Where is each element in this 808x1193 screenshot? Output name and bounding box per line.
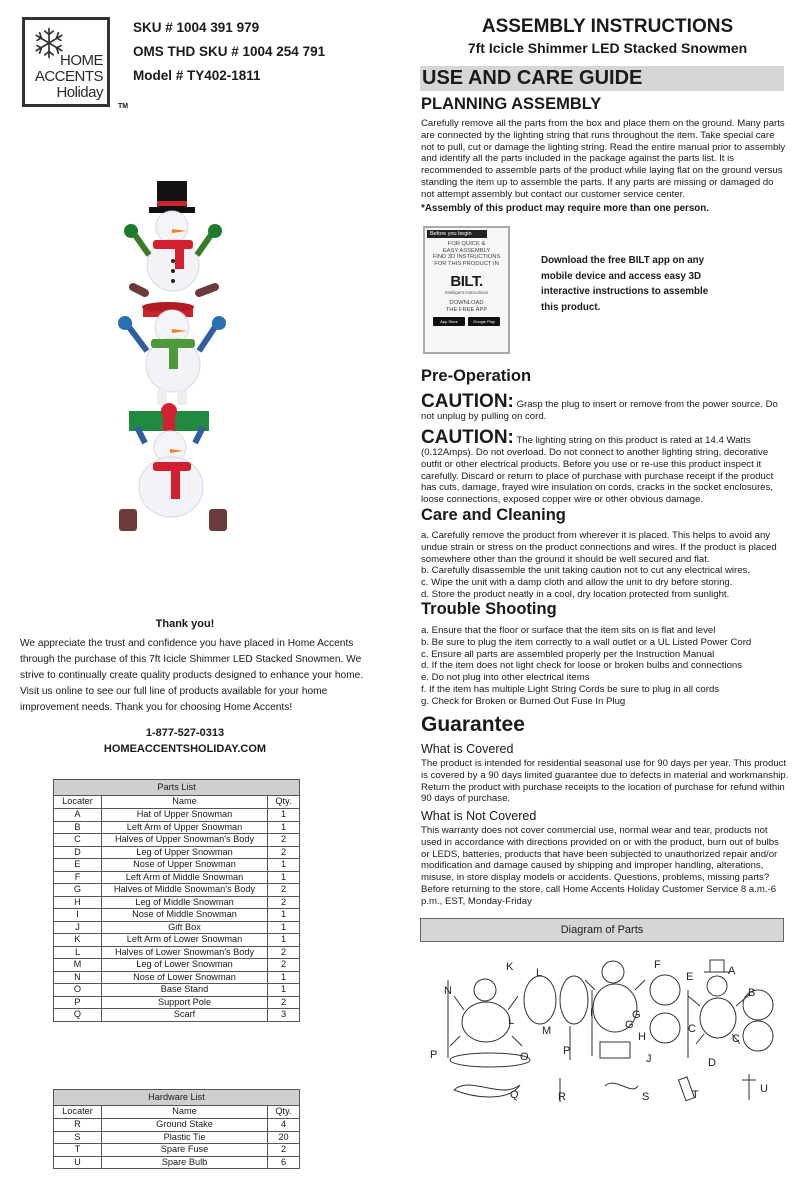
trouble-item: g. Check for Broken or Burned Out Fuse In Plug [421,695,626,707]
cell-qty: 2 [268,896,300,909]
parts-list-table [53,779,300,1022]
cell-qty: 1 [268,934,300,947]
cell-locater: S [54,1131,102,1144]
diagram-label-t: T [692,1089,699,1101]
bilt-app-badge [423,226,510,354]
diagram-label-a: A [728,965,736,977]
cell-name: Base Stand [102,984,268,997]
app-store-badges [427,317,506,326]
diagram-label-k: K [506,961,514,973]
diagram-label-l2: L [508,1015,515,1027]
trademark-mark: TM [118,103,129,110]
table-row [54,971,300,984]
diagram-label-h: H [638,1031,646,1043]
bilt-description: Download the free BILT app on any mobile device and access easy 3D interactive instructions to assemble this product. [541,255,709,313]
table-row [54,934,300,947]
table-row [54,1144,300,1157]
care-step-d: d. Store the product neatly in a cool, dry location protected from sunlight. [421,588,730,600]
assembly-note: *Assembly of this product may require more than one person. [421,203,709,214]
trouble-shooting-list [421,625,789,708]
cell-name: Plastic Tie [102,1131,268,1144]
product-illustration [115,175,265,545]
column-header-qty: Qty. [268,796,300,809]
cell-locater: R [54,1119,102,1132]
diagram-label-q: Q [510,1089,519,1101]
cell-name: Nose of Lower Snowman [102,971,268,984]
table-row [54,1009,300,1022]
cell-qty: 1 [268,921,300,934]
cell-locater: D [54,846,102,859]
cell-qty: 3 [268,1009,300,1022]
cell-locater: A [54,809,102,822]
bilt-tag: Before you begin [427,230,487,238]
bilt-line-2: EASY ASSEMBLY [442,247,491,254]
cell-name: Hat of Upper Snowman [102,809,268,822]
cell-locater: H [54,896,102,909]
trouble-item: f. If the item has multiple Light String Cords be sure to plug in all cords [421,683,720,695]
cell-qty: 2 [268,846,300,859]
diagram-label-g: G [632,1009,641,1021]
cell-qty: 2 [268,884,300,897]
cell-qty: 2 [268,946,300,959]
trouble-item: a. Ensure that the floor or surface that the item sits on is flat and level [421,625,716,636]
cell-qty: 4 [268,1119,300,1132]
cell-locater: U [54,1156,102,1169]
cell-locater: N [54,971,102,984]
app-store-badge[interactable]: App Store [433,317,465,326]
cell-locater: P [54,996,102,1009]
diagram-label-e: E [686,971,694,983]
hardware-list-table [53,1089,300,1169]
care-step-a: a. Carefully remove the product from wherever it is placed. This helps to avoid any undue strain or stress on the product connections and wires. If the product is placed somewhere other than the ground it should be well secured and flat. [421,530,777,565]
cell-name: Left Arm of Lower Snowman [102,934,268,947]
trouble-shooting-heading: Trouble Shooting [421,600,557,618]
cell-qty: 1 [268,821,300,834]
table-row [54,871,300,884]
bilt-line-3: FIND 3D INSTRUCTIONS [432,254,501,260]
cell-qty: 2 [268,1144,300,1157]
cell-locater: F [54,871,102,884]
table-row [54,921,300,934]
table-row [54,1119,300,1132]
bilt-promo [427,241,506,267]
cell-locater: K [54,934,102,947]
diagram-label-s: S [642,1091,650,1103]
what-is-covered-heading: What is Covered [421,742,514,756]
cell-locater: C [54,834,102,847]
cell-qty: 1 [268,971,300,984]
table-row [54,946,300,959]
cell-qty: 1 [268,909,300,922]
cell-name: Left Arm of Middle Snowman [102,871,268,884]
table-row [54,1131,300,1144]
table-row [54,959,300,972]
table-row [54,909,300,922]
parts-diagram [420,950,800,1110]
product-identifiers [133,16,325,88]
table-row [54,859,300,872]
pre-operation-heading: Pre-Operation [421,367,532,385]
care-step-c: c. Wipe the unit with a damp cloth and allow the unit to dry before storing. [421,577,733,589]
cell-locater: T [54,1144,102,1157]
column-header-locater: Locater [54,796,102,809]
cell-locater: L [54,946,102,959]
trouble-item: b. Be sure to plug the item correctly to a wall outlet or a UL Listed Power Cord [421,636,752,648]
customer-phone: 1-877-527-0313 [145,727,225,739]
oms-sku-number: OMS THD SKU # 1004 254 791 [133,44,326,59]
diagram-label-n: N [444,985,452,997]
cell-locater: Q [54,1009,102,1022]
diagram-label-u: U [760,1083,768,1095]
bilt-download-1: DOWNLOAD [449,300,484,306]
cell-qty: 1 [268,809,300,822]
bilt-download [427,300,506,313]
cell-name: Left Arm of Upper Snowman [102,821,268,834]
trouble-item: c. Ensure all parts are assembled properly per the Instruction Manual [421,648,715,660]
trouble-item: d. If the item does not light check for loose or broken bulbs and connections [421,660,743,672]
caution-plug-text: Grasp the plug to insert or remove from the power source. Do not unplug by pulling on cord. [421,399,778,422]
diagram-of-parts-heading: Diagram of Parts [420,918,784,942]
diagram-label-d: D [708,1057,716,1069]
bilt-logo: BILT. [450,273,483,290]
cell-name: Spare Bulb [102,1156,268,1169]
caution-plug [421,392,791,423]
diagram-label-g2: G [625,1019,634,1031]
planning-assembly-text: Carefully remove all the parts from the box and place them on the ground. Many parts are connected by the lighting string that runs throughout the item. Take special care not to pull, cut or damage the lighting string. Read the entire manual prior to assembly and identify all the parts included in the package against the parts list. It is recommended to assemble parts of the product while laying flat on the ground versus standing the item up to assemble the parts. If any parts are missing or damaged do not attempt assembly but contact our customer service center. [421,118,786,200]
caution-label: CAUTION: [421,391,514,412]
cell-locater: O [54,984,102,997]
cell-name: Ground Stake [102,1119,268,1132]
care-cleaning-list [421,530,789,601]
cell-locater: M [54,959,102,972]
cell-name: Support Pole [102,996,268,1009]
cell-name: Nose of Middle Snowman [102,909,268,922]
what-is-not-covered-text: This warranty does not cover commercial use, normal wear and tear, products not used in accordance with directions provided on or with the product, burn out of bulbs or LEDS, batteries, products that have been subjected to unauthorized repair and/or modification and damage caused by shipping and improper handling, alterations, misuse, in store display models or accidents. Questions, problems, missing parts? Before returning to the store, call Home Accents Holiday Customer Service 8 a.m.-6 p.m., EST, Monday-Friday [421,825,779,907]
table-row [54,821,300,834]
brand-word-home: HOME [60,52,103,69]
diagram-label-p: P [430,1049,438,1061]
column-header-name: Name [102,796,268,809]
table-row [54,1156,300,1169]
cell-name: Leg of Upper Snowman [102,846,268,859]
thank-you-message: We appreciate the trust and confidence you have placed in Home Accents through the purchase of this 7ft Icicle Shimmer LED Stacked Snowmen. We strive to continually create quality products designed to enhance your home. Visit us online to see our full line of products available for your home improvement needs. Thank you for choosing Home Accents! [20,638,364,713]
cell-locater: J [54,921,102,934]
diagram-labels [430,959,768,1103]
bilt-line-1: FOR QUICK & [447,241,486,247]
cell-locater: G [54,884,102,897]
thank-you-heading: Thank you! [155,618,215,630]
diagram-label-p2: P [563,1045,571,1057]
page-subtitle: 7ft Icicle Shimmer LED Stacked Snowmen [467,40,748,56]
trouble-item: e. Do not plug into other electrical items [421,672,590,684]
cell-name: Nose of Upper Snowman [102,859,268,872]
hardware-list-caption: Hardware List [54,1090,300,1106]
bilt-logo-tagline: Intelligent Instructions [444,290,489,295]
page-title: ASSEMBLY INSTRUCTIONS [481,16,734,37]
diagram-label-j: J [646,1053,652,1065]
cell-qty: 1 [268,984,300,997]
google-play-badge[interactable]: Google Play [468,317,500,326]
cell-name: Halves of Upper Snowman's Body [102,834,268,847]
bilt-line-4: FOR THIS PRODUCT IN [434,260,499,267]
cell-name: Halves of Middle Snowman's Body [102,884,268,897]
care-cleaning-heading: Care and Cleaning [421,506,566,524]
guarantee-heading: Guarantee [421,713,525,736]
brand-word-accents: ACCENTS [34,68,103,85]
cell-qty: 2 [268,834,300,847]
cell-name: Leg of Lower Snowman [102,959,268,972]
use-and-care-heading: USE AND CARE GUIDE [420,66,784,91]
brand-logo [22,17,110,107]
cell-locater: E [54,859,102,872]
cell-qty: 20 [268,1131,300,1144]
caution-label: CAUTION: [421,427,514,448]
table-row [54,834,300,847]
diagram-label-b: B [748,987,756,999]
table-row [54,896,300,909]
diagram-label-c2: C [732,1033,740,1045]
what-is-not-covered-heading: What is Not Covered [421,809,537,823]
cell-name: Spare Fuse [102,1144,268,1157]
diagram-label-m: M [542,1025,552,1037]
diagram-label-o: O [520,1051,529,1063]
cell-name: Halves of Lower Snowman's Body [102,946,268,959]
cell-qty: 1 [268,871,300,884]
diagram-label-l: L [536,967,543,979]
table-row [54,884,300,897]
cell-name: Gift Box [102,921,268,934]
cell-locater: B [54,821,102,834]
diagram-label-c: C [688,1023,696,1035]
cell-qty: 6 [268,1156,300,1169]
care-step-b: b. Carefully disassemble the unit taking caution not to cut any electrical wires. [421,565,751,577]
website-address: HOMEACCENTSHOLIDAY.COM [103,743,267,755]
cell-qty: 1 [268,859,300,872]
diagram-label-r: R [558,1091,566,1103]
cell-qty: 2 [268,996,300,1009]
table-row [54,846,300,859]
column-header-locater: Locater [54,1106,102,1119]
cell-name: Leg of Middle Snowman [102,896,268,909]
what-is-covered-text: The product is intended for residential seasonal use for 90 days per year. This product is covered by a 90 days limited guarantee due to defects in material and workmanship. Return the product with purchase receipts to the location of purchase for refund within 90 days of purchase. [421,758,789,805]
column-header-name: Name [102,1106,268,1119]
table-row [54,996,300,1009]
cell-name: Scarf [102,1009,268,1022]
column-header-qty: Qty. [268,1106,300,1119]
sku-number: SKU # 1004 391 979 [133,20,260,35]
table-row [54,809,300,822]
diagram-label-i: I [590,1007,594,1019]
cell-qty: 2 [268,959,300,972]
cell-locater: I [54,909,102,922]
diagram-label-f: F [654,959,661,971]
brand-word-holiday: Holiday [56,84,103,101]
model-number: Model # TY402-1811 [133,68,261,83]
caution-lighting-text: The lighting string on this product is rated at 14.4 Watts (0.12Amps). Do not overload. Do not connect to another lighting string, decorative outfit or other electrical products. Before you use or re-use this product inspect it carefully. Discard or return to place of purchase with purchase receipt if the product has cuts, damage, frayed wire insulation on cords, cracks in the socket enclosures, loose connections, exposed copper wire or other obvious damage. [421,435,774,506]
parts-list-caption: Parts List [54,780,300,796]
bilt-download-2: THE FREE APP [445,306,488,313]
caution-lighting [421,428,791,506]
table-row [54,984,300,997]
planning-assembly-heading: PLANNING ASSEMBLY [421,95,602,113]
